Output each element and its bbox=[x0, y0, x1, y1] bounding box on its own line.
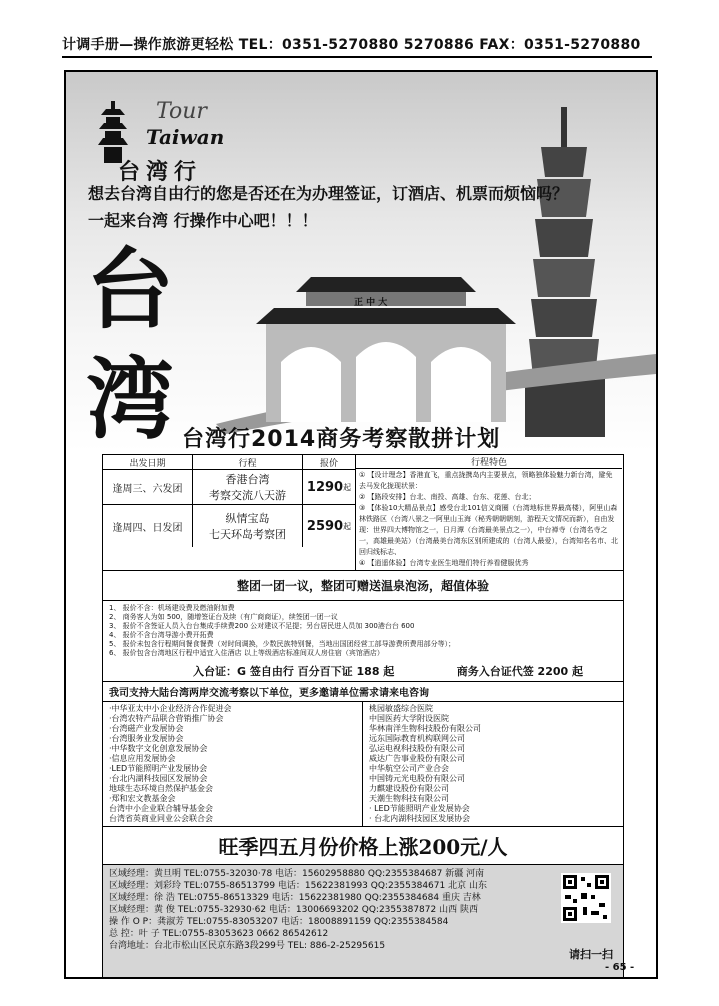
row-price bbox=[303, 470, 355, 504]
contact-row: 区域经理：黄旦明 TEL:0755-32030·78 电话：15602958880 QQ:2355384687 新疆 河南 bbox=[109, 869, 485, 879]
feature-item: ② 【路段安排】台北、南投、高雄、台东、花莲、台北； bbox=[359, 493, 536, 501]
contact-row: 区域经理：刘彩玲 TEL:0755-86513799 电话：15622381993 QQ:2355384671 北京 山东 bbox=[109, 881, 487, 891]
partner-item: 中华航空公司产业合会 bbox=[369, 764, 449, 773]
partner-item: ·郑和宏文教基金会 bbox=[109, 794, 176, 803]
visa-free-travel: 入台证：G 签自由行 百分百下证 188 起 bbox=[193, 665, 395, 678]
contact-row: 操 作 O P：龚淑芳 TEL:0755-83053207 电话：18008891159 QQ:2355384584 bbox=[109, 917, 449, 927]
group-offer-bar: 整团一团一议，整团可赠送温泉泡汤，超值体验 bbox=[103, 571, 623, 601]
table-header bbox=[103, 455, 355, 470]
headline-line-2: 一起来台湾 行操作中心吧！！！ bbox=[88, 211, 318, 230]
partner-item: ·台湾磁产业发展协会 bbox=[109, 724, 184, 733]
partner-item: 台湾省英商业同业公会联合会 bbox=[109, 814, 213, 823]
note-item: 3、 报价不含签证人员入台台集成手续费200 公对建议不足提；另台居民进人员加 300港台台 600 bbox=[109, 622, 415, 630]
header-date: 出发日期 bbox=[103, 455, 193, 469]
partner-item: 华林南洋生物科技股份有限公司 bbox=[369, 724, 481, 733]
partner-item: · LED节能照明产业发展协会 bbox=[369, 804, 470, 813]
partner-item: 台湾中小企业联合辅导基金会 bbox=[109, 804, 213, 813]
partner-item: 地球生态环境自然保护基金会 bbox=[109, 784, 213, 793]
partner-item: ·信息应用发展协会 bbox=[109, 754, 176, 763]
price-value: 1290 bbox=[306, 479, 344, 495]
top-header bbox=[62, 32, 652, 58]
partner-item: 桃园敏盛综合医院 bbox=[369, 704, 433, 713]
table-row bbox=[103, 505, 355, 547]
price-notes bbox=[103, 601, 623, 661]
contact-row: 区域经理：徐 浩 TEL:0755-86513329 电话：15622381980 QQ:2355384684 重庆 吉林 bbox=[109, 893, 481, 903]
table-row bbox=[103, 470, 355, 505]
gate-sign: 正 中 大 bbox=[354, 298, 388, 308]
partner-item: 威达广告事业股份有限公司 bbox=[369, 754, 465, 763]
partner-item: 弘运电视科技股份有限公司 bbox=[369, 744, 465, 753]
logo-taiwan-text: Taiwan bbox=[146, 125, 225, 149]
itinerary-line-2: 考察交流八天游 bbox=[209, 489, 286, 502]
feature-item: ③ 【体验10大精品景点】感受台北101信义商圈（台湾地标世界最高楼），阿里山森林铁路区（台湾八景之一阿里山玉海（秘秀朝朝朝刻，游程天文情况而新），自由发现：世界四大博物馆之一，日月潭（台湾最美景点之一），中台禅寺（台湾名寺之一，高雄最美站）（台湾最美台湾东区别所建成的（台湾人最爱），台湾知名名市、北回归线标志、 bbox=[359, 504, 618, 556]
partner-item: 力麒建设股份有限公司 bbox=[369, 784, 449, 793]
header-itinerary: 行程 bbox=[193, 455, 303, 469]
feature-item: ① 【设计理念】香港直飞，重点拢携岛内主要景点，领略独体验魅力新台湾，避免去马发化拢现状景： bbox=[359, 471, 613, 490]
feature-item: ④ 【逍遥体验】台湾专业医生地理们特行养看健服优秀 bbox=[359, 559, 529, 567]
header-features: 行程特色 bbox=[356, 455, 622, 469]
logo-tour-text: Tour bbox=[156, 99, 207, 124]
partner-item: 中国医药大学附设医院 bbox=[369, 714, 449, 723]
contact-row: 总 控：叶 子 TEL:0755-83053623 0662 86542612 bbox=[109, 929, 329, 939]
qr-code-icon[interactable] bbox=[561, 873, 611, 923]
contact-row: 区域经理：黄 俊 TEL:0755-32930·62 电话：13006693202 QQ:2355387872 山西 陕西 bbox=[109, 905, 478, 915]
partner-item: ·中华数字文化创意发展协会 bbox=[109, 744, 208, 753]
big-char-tai: 台 bbox=[86, 237, 175, 341]
partner-units bbox=[103, 702, 623, 827]
note-item: 6、 报价包含台湾地区行程中适宜入住酒店 以上等级酒店标准间双人房住宿（宾馆酒店） bbox=[109, 649, 384, 657]
itinerary-line-1: 香港台湾 bbox=[225, 473, 270, 486]
partner-item: ·LED节能照明产业发展协会 bbox=[109, 764, 208, 773]
note-item: 2、 商务客人为如 500，随增签证台及续（有广商商证），续签团一团一议 bbox=[109, 613, 338, 621]
partner-list-left bbox=[103, 702, 363, 826]
visa-business: 商务入台证代签 2200 起 bbox=[456, 665, 583, 678]
partner-item: ·台湾服务业发展协会 bbox=[109, 734, 184, 743]
price-unit: 起 bbox=[343, 482, 352, 492]
row-itinerary bbox=[193, 470, 303, 504]
scan-label: 请扫一扫 bbox=[569, 948, 613, 961]
row-date: 逢周四、日发团 bbox=[103, 505, 193, 547]
partner-item: ·台湾农特产品联合营销推广协会 bbox=[109, 714, 224, 723]
note-item: 4、 报价不含台湾导游小费开拓费 bbox=[109, 631, 214, 639]
price-increase-promo: 旺季四五月份价格上涨200元/人 bbox=[103, 827, 623, 865]
partner-item: 远东国际教育机构联网公司 bbox=[369, 734, 465, 743]
partner-item: ·中华亚太中小企业经济合作促进会 bbox=[109, 704, 232, 713]
visa-prices bbox=[103, 661, 623, 681]
poster bbox=[64, 70, 658, 979]
note-item: 5、 报价未包含行程期间餐食餐费（对时间调换，少数民族特别餐，当地出国团经营工部导游费所费用部分等）； bbox=[109, 640, 456, 648]
contact-row: 台湾地址：台北市松山区民京东路3段299号 TEL: 886-2-25295615 bbox=[109, 941, 386, 951]
partner-item: 天潮生物科技有限公司 bbox=[369, 794, 449, 803]
support-heading: 我司支持大陆台湾两岸交流考察以下单位，更多邀请单位需求请来电咨询 bbox=[103, 681, 623, 702]
row-date: 逢周三、六发团 bbox=[103, 470, 193, 504]
big-char-wan: 湾 bbox=[86, 347, 175, 451]
price-value: 2590 bbox=[306, 518, 344, 534]
itinerary-line-2: 七天环岛考察团 bbox=[209, 528, 286, 541]
partner-item: · 台北内湖科技园区发展协会 bbox=[369, 814, 471, 823]
row-price bbox=[303, 505, 355, 547]
page-number: - 65 - bbox=[605, 962, 635, 973]
tour-info-panel bbox=[102, 454, 624, 979]
logo-chinese-text: 台湾行 bbox=[118, 159, 203, 185]
features-text bbox=[356, 469, 622, 570]
partner-item: 中国铸元光电股份有限公司 bbox=[369, 774, 465, 783]
partner-list-right bbox=[363, 702, 623, 826]
taiwan-tour-logo bbox=[96, 97, 236, 185]
partner-item: ·台北内湖科技园区发展协会 bbox=[109, 774, 208, 783]
price-unit: 起 bbox=[343, 521, 352, 531]
itinerary-line-1: 纵情宝岛 bbox=[225, 512, 270, 525]
header-price: 报价 bbox=[319, 458, 338, 469]
row-itinerary bbox=[193, 505, 303, 547]
headline-line-1: 想去台湾自由行的您是否还在为办理签证，订酒店、机票而烦恼吗？ bbox=[88, 184, 569, 203]
pagoda-icon bbox=[98, 101, 128, 163]
plan-title: 台湾行2014商务考察散拼计划 bbox=[182, 427, 501, 452]
header-contact-line: 计调手册—操作旅游更轻松 TEL：0351-5270880 5270886 FAX：0351-5270880 bbox=[62, 37, 641, 53]
contacts-panel bbox=[103, 865, 623, 979]
note-item: 1、 报价不含：机场建设费及燃油附加费 bbox=[109, 604, 235, 612]
